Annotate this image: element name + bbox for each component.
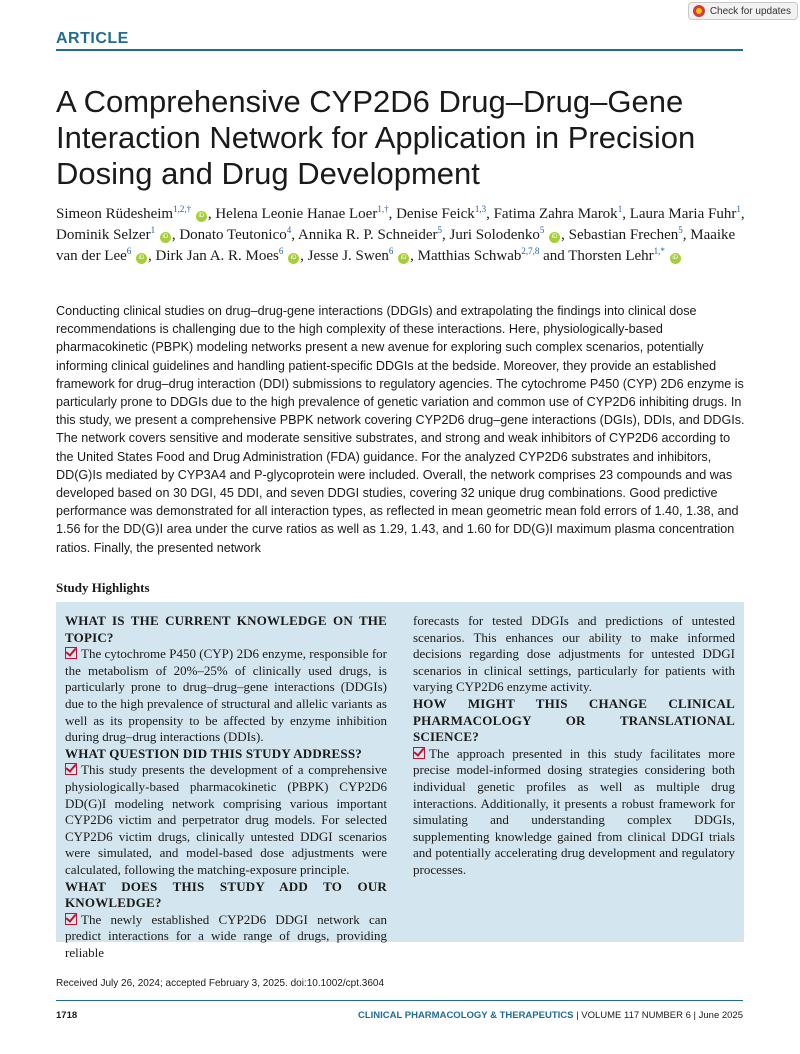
journal-name: CLINICAL PHARMACOLOGY & THERAPEUTICS — [357, 1010, 574, 1021]
author-affiliation: 1 — [736, 204, 741, 214]
checkbox-check-icon — [65, 647, 77, 659]
highlight-answer — [413, 746, 735, 879]
highlight-answer — [65, 646, 387, 746]
author-name: Fatima Zahra Marok — [493, 206, 618, 222]
highlight-question: WHAT QUESTION DID THIS STUDY ADDRESS? — [65, 745, 362, 761]
highlight-question: WHAT DOES THIS STUDY ADD TO OUR KNOWLEDGE? — [65, 878, 387, 911]
author-name: Annika R. P. Schneider — [297, 227, 438, 243]
orcid-icon[interactable]: iD — [136, 253, 147, 264]
author-name: Matthias Schwab — [417, 248, 522, 264]
author-affiliation: 6 — [388, 246, 394, 256]
highlight-answer-text: This study presents the development of a comprehensive physiologically-based pharmacokinetic (PBPK) CYP2D6 DD(G)I modeling network comprising various important CYP2D6 victim and perpetrator drug models. For selected CYP2D6 victim drugs, clinically untested DDGI scenarios were simulated, and model-based dose adjustments were calculated, following the matching-exposure principle. — [65, 762, 387, 877]
article-title: A Comprehensive CYP2D6 Drug–Drug–Gene Interaction Network for Application in Precision Dosing and Drug Development — [56, 84, 696, 191]
author-name: Thorsten Lehr — [568, 248, 654, 264]
highlight-answer-text: The cytochrome P450 (CYP) 2D6 enzyme, responsible for the metabolism of 20%–25% of clinically used drugs, is particularly prone to drug–drug–gene interactions (DDGIs) due to the high prevalence of structural and allelic variants as well as its propensity to be affected by enzyme inhibition during drug–drug interactions (DDIs). — [65, 646, 387, 745]
crossmark-icon — [693, 5, 705, 17]
check-for-updates-label: Check for updates — [709, 5, 791, 17]
author-name: Dominik Selzer — [56, 227, 151, 243]
author-name: Maaike van der Lee — [56, 227, 736, 264]
author-affiliation: 4 — [286, 225, 292, 235]
highlight-answer-text: forecasts for tested DDGIs and predictions of untested scenarios. This enhances our ability to make informed decisions regarding dose adjustments for untested DDGI scenarios in clinical settings, particularly for patients with varying CYP2D6 enzyme activity. — [413, 613, 735, 695]
checkbox-check-icon — [413, 747, 425, 759]
author-name: Donato Teutonico — [179, 227, 287, 243]
orcid-icon[interactable]: iD — [160, 232, 171, 243]
highlight-question: WHAT IS THE CURRENT KNOWLEDGE ON THE TOPIC? — [65, 613, 387, 645]
study-highlights-heading: Study Highlights — [56, 580, 150, 595]
footer-divider — [56, 1000, 743, 1001]
author-affiliation: 1,3 — [474, 204, 487, 214]
author-name: Jesse J. Swen — [307, 248, 389, 264]
highlight-question: HOW MIGHT THIS CHANGE CLINICAL PHARMACOLOGY OR TRANSLATIONAL SCIENCE? — [413, 695, 735, 745]
author-name: Helena Leonie Hanae Loer — [215, 206, 378, 222]
page-number: 1718 — [56, 1010, 78, 1021]
issue-date: June 2025 — [698, 1010, 743, 1021]
author-affiliation: 1,† — [377, 204, 389, 214]
author-affiliation: 6 — [278, 246, 284, 256]
highlight-answer-continued — [413, 613, 735, 696]
author-name: Simeon Rüdesheim — [56, 206, 174, 222]
volume-issue: VOLUME 117 NUMBER 6 — [581, 1010, 691, 1021]
author-affiliation: 5 — [678, 225, 683, 235]
author-affiliation: 5 — [437, 225, 442, 235]
author-name: Denise Feick — [396, 206, 475, 222]
author-affiliation: 1,2,† — [173, 204, 192, 214]
study-highlights-box — [56, 602, 744, 960]
checkbox-check-icon — [65, 763, 77, 775]
highlights-column-right — [413, 613, 735, 879]
checkbox-check-icon — [65, 913, 77, 925]
footer-separator: | — [693, 1010, 696, 1021]
author-affiliation: 2,7,8 — [521, 246, 540, 256]
highlight-answer-text: The approach presented in this study facilitates more precise model-informed dosing strategies considering both individual genetic profiles as well as multiple drug interactions. Additionally, it presents a robust framework for simulating and understanding complex DDGIs, supplementing knowledge gained from clinical DDGI trials and potentially accelerating drug development and regulatory processes. — [413, 745, 735, 877]
author-affiliation: 1 — [150, 225, 156, 235]
orcid-icon[interactable]: iD — [196, 211, 207, 222]
orcid-icon[interactable]: iD — [288, 253, 299, 264]
header-divider — [56, 49, 743, 51]
orcid-icon[interactable]: iD — [398, 253, 409, 264]
author-list: Simeon Rüdesheim$^{1,2,\dagger}$ iD , Helena Leonie Hanae Loer$^{1,\dagger}$, Denise Feick$^{1,3}$, Fatima Zahra Marok$^1$, Laura Maria Fuhr$^1$, Dominik Selzer$^1$ iD , Donato Teutonico$^4$, Annika R. P. Schneider$^5$, Juri Solodenko$^5$ iD , Sebastian Frechen$^5$, Maaike van der Lee$^6$ iD , Dirk Jan A. R. Moes$^6$ iD , Jesse J. Swen$^6$ iD , Matthias Schwab$^{2,7,8}$ and Thorsten Lehr$^{1,*}$ iD — [56, 204, 745, 264]
highlight-answer — [65, 762, 387, 878]
orcid-icon[interactable]: iD — [549, 232, 560, 243]
highlight-answer — [65, 912, 387, 962]
journal-line — [358, 1010, 743, 1021]
author-name: Sebastian Frechen — [568, 227, 679, 243]
received-accepted-doi: Received July 26, 2024; accepted February 3, 2025. doi:10.1002/cpt.3604 — [56, 978, 385, 989]
highlight-answer-text: The newly established CYP2D6 DDGI network can predict interactions for a wide range of drugs, providing reliable — [65, 911, 387, 960]
author-name: Laura Maria Fuhr — [629, 206, 737, 222]
abstract: Conducting clinical studies on drug–drug-gene interactions (DDGIs) and extrapolating the findings into clinical dose recommendations is challenging due to the high complexity of these interactions. Here, physiologically-based pharmacokinetic (PBPK) modeling networks present a new avenue for exploring such complex scenarios, potentially informing clinical guidelines and handling patient-specific DDGIs at the bedside. Moreover, they provide an established framework for drug–drug interaction (DDI) submissions to regulatory agencies. The cytochrome P450 (CYP) 2D6 enzyme is particularly prone to DDGIs due to the high prevalence of genetic variation and common use of CYP2D6 inhibiting drugs. In this study, we present a comprehensive PBPK network covering CYP2D6 drug–gene interactions (DGIs), DDIs, and DDGIs. The network covers sensitive and moderate sensitive substrates, and strong and weak inhibitors of CYP2D6 according to the United States Food and Drug Administration (FDA) guidance. For the analyzed CYP2D6 substrates and inhibitors, DD(G)Is mediated by CYP3A4 and P-glycoprotein were included. Overall, the network comprises 23 compounds and was developed based on 30 DGI, 45 DDI, and seven DDGI studies, covering 32 unique drug combinations. Good predictive performance was demonstrated for all interaction types, as reflected in mean geometric mean fold errors of 1.40, 1.38, and 1.56 for the DD(G)I area under the curve ratios as well as 1.29, 1.43, and 1.60 for DD(G)I maximum plasma concentration ratios. Finally, the presented network — [56, 304, 745, 555]
author-name: Juri Solodenko — [449, 227, 540, 243]
author-name: Dirk Jan A. R. Moes — [155, 248, 279, 264]
check-for-updates-button[interactable] — [688, 2, 798, 20]
highlights-column-left — [65, 613, 387, 961]
author-affiliation: 6 — [126, 246, 132, 256]
footer-separator: | — [576, 1010, 579, 1021]
author-affiliation: 5 — [539, 225, 545, 235]
author-affiliation: 1,* — [653, 246, 665, 256]
orcid-icon[interactable]: iD — [670, 253, 681, 264]
author-affiliation: 1 — [617, 204, 623, 214]
section-label: ARTICLE — [56, 30, 129, 47]
